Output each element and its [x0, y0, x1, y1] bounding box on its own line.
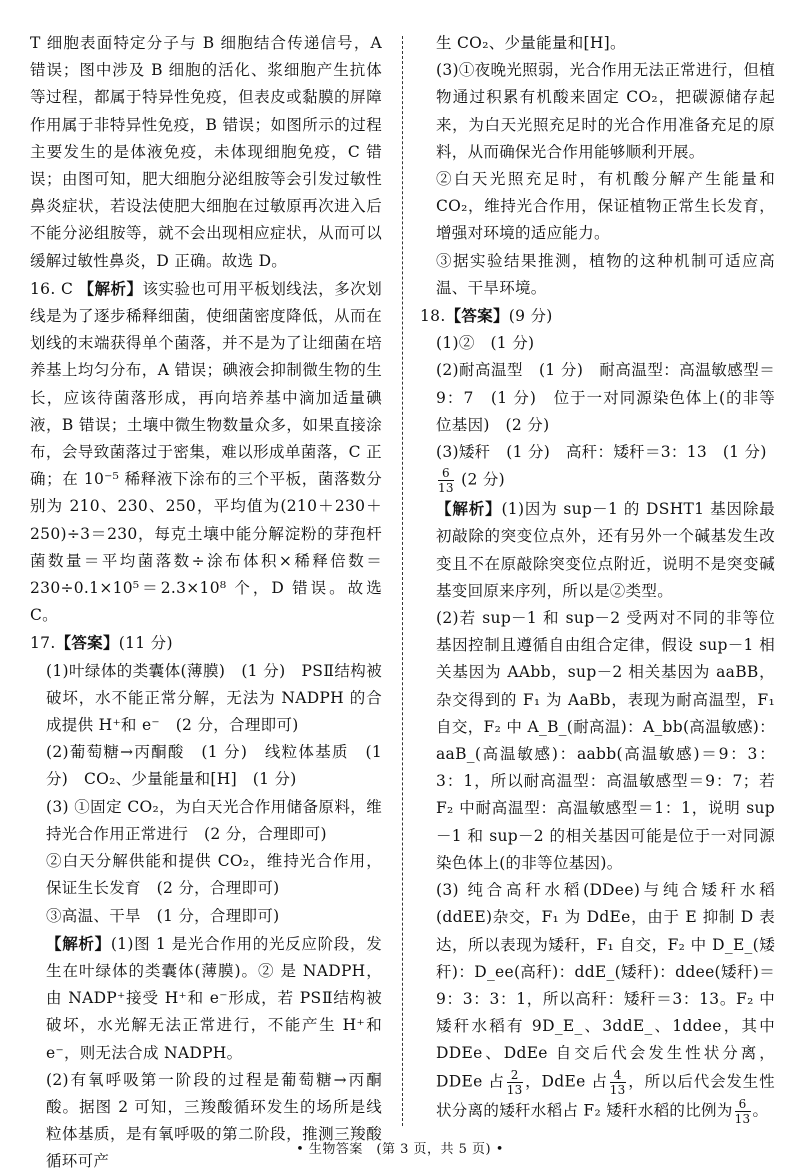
fraction-2-13: $\frac{2}{13}$: [506, 1067, 523, 1097]
q18-explanation-3: (3) 纯合高秆水稻(DDee)与纯合矮秆水稻(ddEE)杂交，F₁ 为 DdEe，由于 E 抑制 D 表达，所以表现为矮秆，F₁ 自交，F₂ 中 D_E_(矮秆)：D_ee(高秆)：ddE_(矮秆)：ddee(矮秆)＝9：3：3：1，所以高秆：矮秆＝3：13。F₂ 中矮秆水稻有 9D_E_、3ddE_、1ddee，其中 DDEe、DdEe 自交后代会发生性状分离，DDEe 占 $\frac{2}{13}$ ，DdEe 占 $\frac{4}{13}$ ，所以后代会发生性状分离的矮秆水稻占 F₂ 矮秆水稻的比例为 $\frac{6}{13}$ 。: [436, 881, 775, 1126]
q18-answer-3: (3)矮秆 (1 分) 高秆：矮秆＝3：13 (1 分) $\frac{6}{13}$ (2 分): [436, 443, 767, 496]
q18-answer-1: (1)② (1 分): [436, 334, 535, 353]
q17-header: [30, 629, 382, 657]
fraction-6-13-final: $\frac{6}{13}$: [734, 1096, 751, 1126]
q17-explanation-tag: 【解析】: [46, 933, 111, 953]
column-divider: [402, 36, 403, 1126]
q18-tag: 【答案】: [445, 306, 509, 326]
q17-answer-2: (2)葡萄糖→丙酮酸 (1 分) 线粒体基质 (1 分) CO₂、少量能量和[H] (1 分): [46, 743, 382, 789]
q17-explanation-1: 【解析】(1)图 1 是光合作用的光反应阶段，发生在叶绿体的类囊体(薄膜)。② 是 NADPH，由 NADP⁺接受 H⁺和 e⁻形成，若 PSⅡ结构被破坏，水光解无法正常进行，不能产生 H⁺和 e⁻，则无法合成 NADPH。: [46, 933, 382, 1062]
right-column: [420, 0, 775, 1126]
q17-answer-3: (3) ①固定 CO₂，为白天光合作用储备原料，维持光合作用正常进行 (2 分，合理即可): [46, 797, 382, 843]
q17-explanation-3: (3)①夜晚光照弱，光合作用无法正常进行，但植物通过积累有机酸来固定 CO₂，把碳源储存起来，为白天光照充足时的光合作用准备充足的原料，从而确保光合作用能够顺利开展。: [436, 61, 775, 161]
q16-label: 16. C: [30, 279, 74, 298]
q15-explanation: T 细胞表面特定分子与 B 细胞结合传递信号，A 错误；图中涉及 B 细胞的活化、浆细胞产生抗体等过程，都属于特异性免疫，但表皮或黏膜的屏障作用属于非特异性免疫，B 错误；如图所示的过程主要发生的是体液免疫，未体现细胞免疫，C 错误；由图可知，肥大细胞分泌组胺等会引发过敏性鼻炎症状，若设法使肥大细胞在过敏原再次进入后不能分泌组胺等，就不会出现相应症状，从而可以缓解过敏性鼻炎，D 正确。故选 D。: [30, 34, 382, 270]
q17-answer-4: ②白天分解供能和提供 CO₂，维持光合作用，保证生长发育 (2 分，合理即可): [46, 852, 382, 898]
q16-block: [30, 275, 382, 630]
q18-explanation-tag: 【解析】: [436, 499, 502, 519]
fraction-6-13: $\frac{6}{13}$: [438, 466, 454, 496]
q18-header: [420, 302, 775, 330]
q17-score: (11 分): [118, 634, 173, 653]
page-footer: • 生物答案 (第 3 页，共 5 页) •: [296, 1142, 504, 1157]
left-column: [30, 0, 382, 1176]
q16-text: 该实验也可用平板划线法，多次划线是为了逐步稀释细菌，使细菌密度降低，从而在划线的末端获得单个菌落，并不是为了让细菌在培养基上均匀分布，A 错误；碘液会抑制微生物的生长，应该待菌落形成，再向培养基中滴加适量碘液，B 错误；土壤中微生物数量众多，如果直接涂布，会导致菌落过于密集，难以形成单菌落，C 正确；在 10⁻⁵ 稀释液下涂布的三个平板，菌落数分别为 210、230、250，平均值为(210＋230＋250)÷3＝230，每克土壤中能分解淀粉的芽孢杆菌数量＝平均菌落数÷涂布体积×稀释倍数＝230÷0.1×10⁵＝2.3×10⁸ 个，D 错误。故选 C。: [30, 279, 383, 625]
q17-explanation-2: (2)有氧呼吸第一阶段的过程是葡萄糖→丙酮酸。据图 2 可知，三羧酸循环发生的场所是线粒体基质，是有氧呼吸的第二阶段，推测三羧酸循环可产: [46, 1070, 382, 1171]
q18-answer-2: (2)耐高温型 (1 分) 耐高温型：高温敏感型＝9：7 (1 分) 位于一对同源染色体上(的非等位基因) (2 分): [436, 361, 775, 434]
q18-score: (9 分): [508, 307, 553, 326]
q16-tag: 【解析】: [78, 278, 143, 298]
q17-label: 17.: [30, 634, 56, 653]
q17-explanation-5: ③据实验结果推测，植物的这种机制可适应高温、干旱环境。: [436, 251, 775, 297]
q17-tag: 【答案】: [55, 633, 119, 653]
q18-label: 18.: [420, 307, 446, 326]
q17-answer-5: ③高温、干旱 (1 分，合理即可): [46, 906, 280, 925]
q17-explanation-4: ②白天光照充足时，有机酸分解产生能量和 CO₂，维持光合作用，保证植物正常生长发育，增强对环境的适应能力。: [436, 170, 775, 243]
q18-explanation-1: 【解析】(1)因为 sup－1 的 DSHT1 基因除最初敲除的突变位点外，还有另外一个碱基发生改变且不在原敲除突变位点附近，说明不是突变碱基变回原来序列，所以是②类型。: [436, 499, 775, 600]
q17-answer-1: (1)叶绿体的类囊体(薄膜) (1 分) PSⅡ结构被破坏，水不能正常分解，无法为 NADPH 的合成提供 H⁺和 e⁻ (2 分，合理即可): [46, 661, 382, 735]
q17-explanation-2-cont: 生 CO₂、少量能量和[H]。: [436, 34, 626, 52]
q18-explanation-2: (2)若 sup－1 和 sup－2 受两对不同的非等位基因控制且遵循自由组合定律，假设 sup－1 相关基因为 AAbb，sup－2 相关基因为 aaBB，杂交得到的 F₁ 为 AaBb，表现为耐高温型，F₁ 自交，F₂ 中 A_B_(耐高温)：A_bb(高温敏感)：aaB_(高温敏感)：aabb(高温敏感)＝9：3：3：1，所以耐高温型：高温敏感型＝9：7；若 F₂ 中耐高温型：高温敏感型＝1：1，说明 sup－1 和 sup－2 的相关基因可能是位于一对同源染色体上(的非等位基因)。: [436, 609, 775, 872]
fraction-4-13: $\frac{4}{13}$: [609, 1067, 626, 1097]
